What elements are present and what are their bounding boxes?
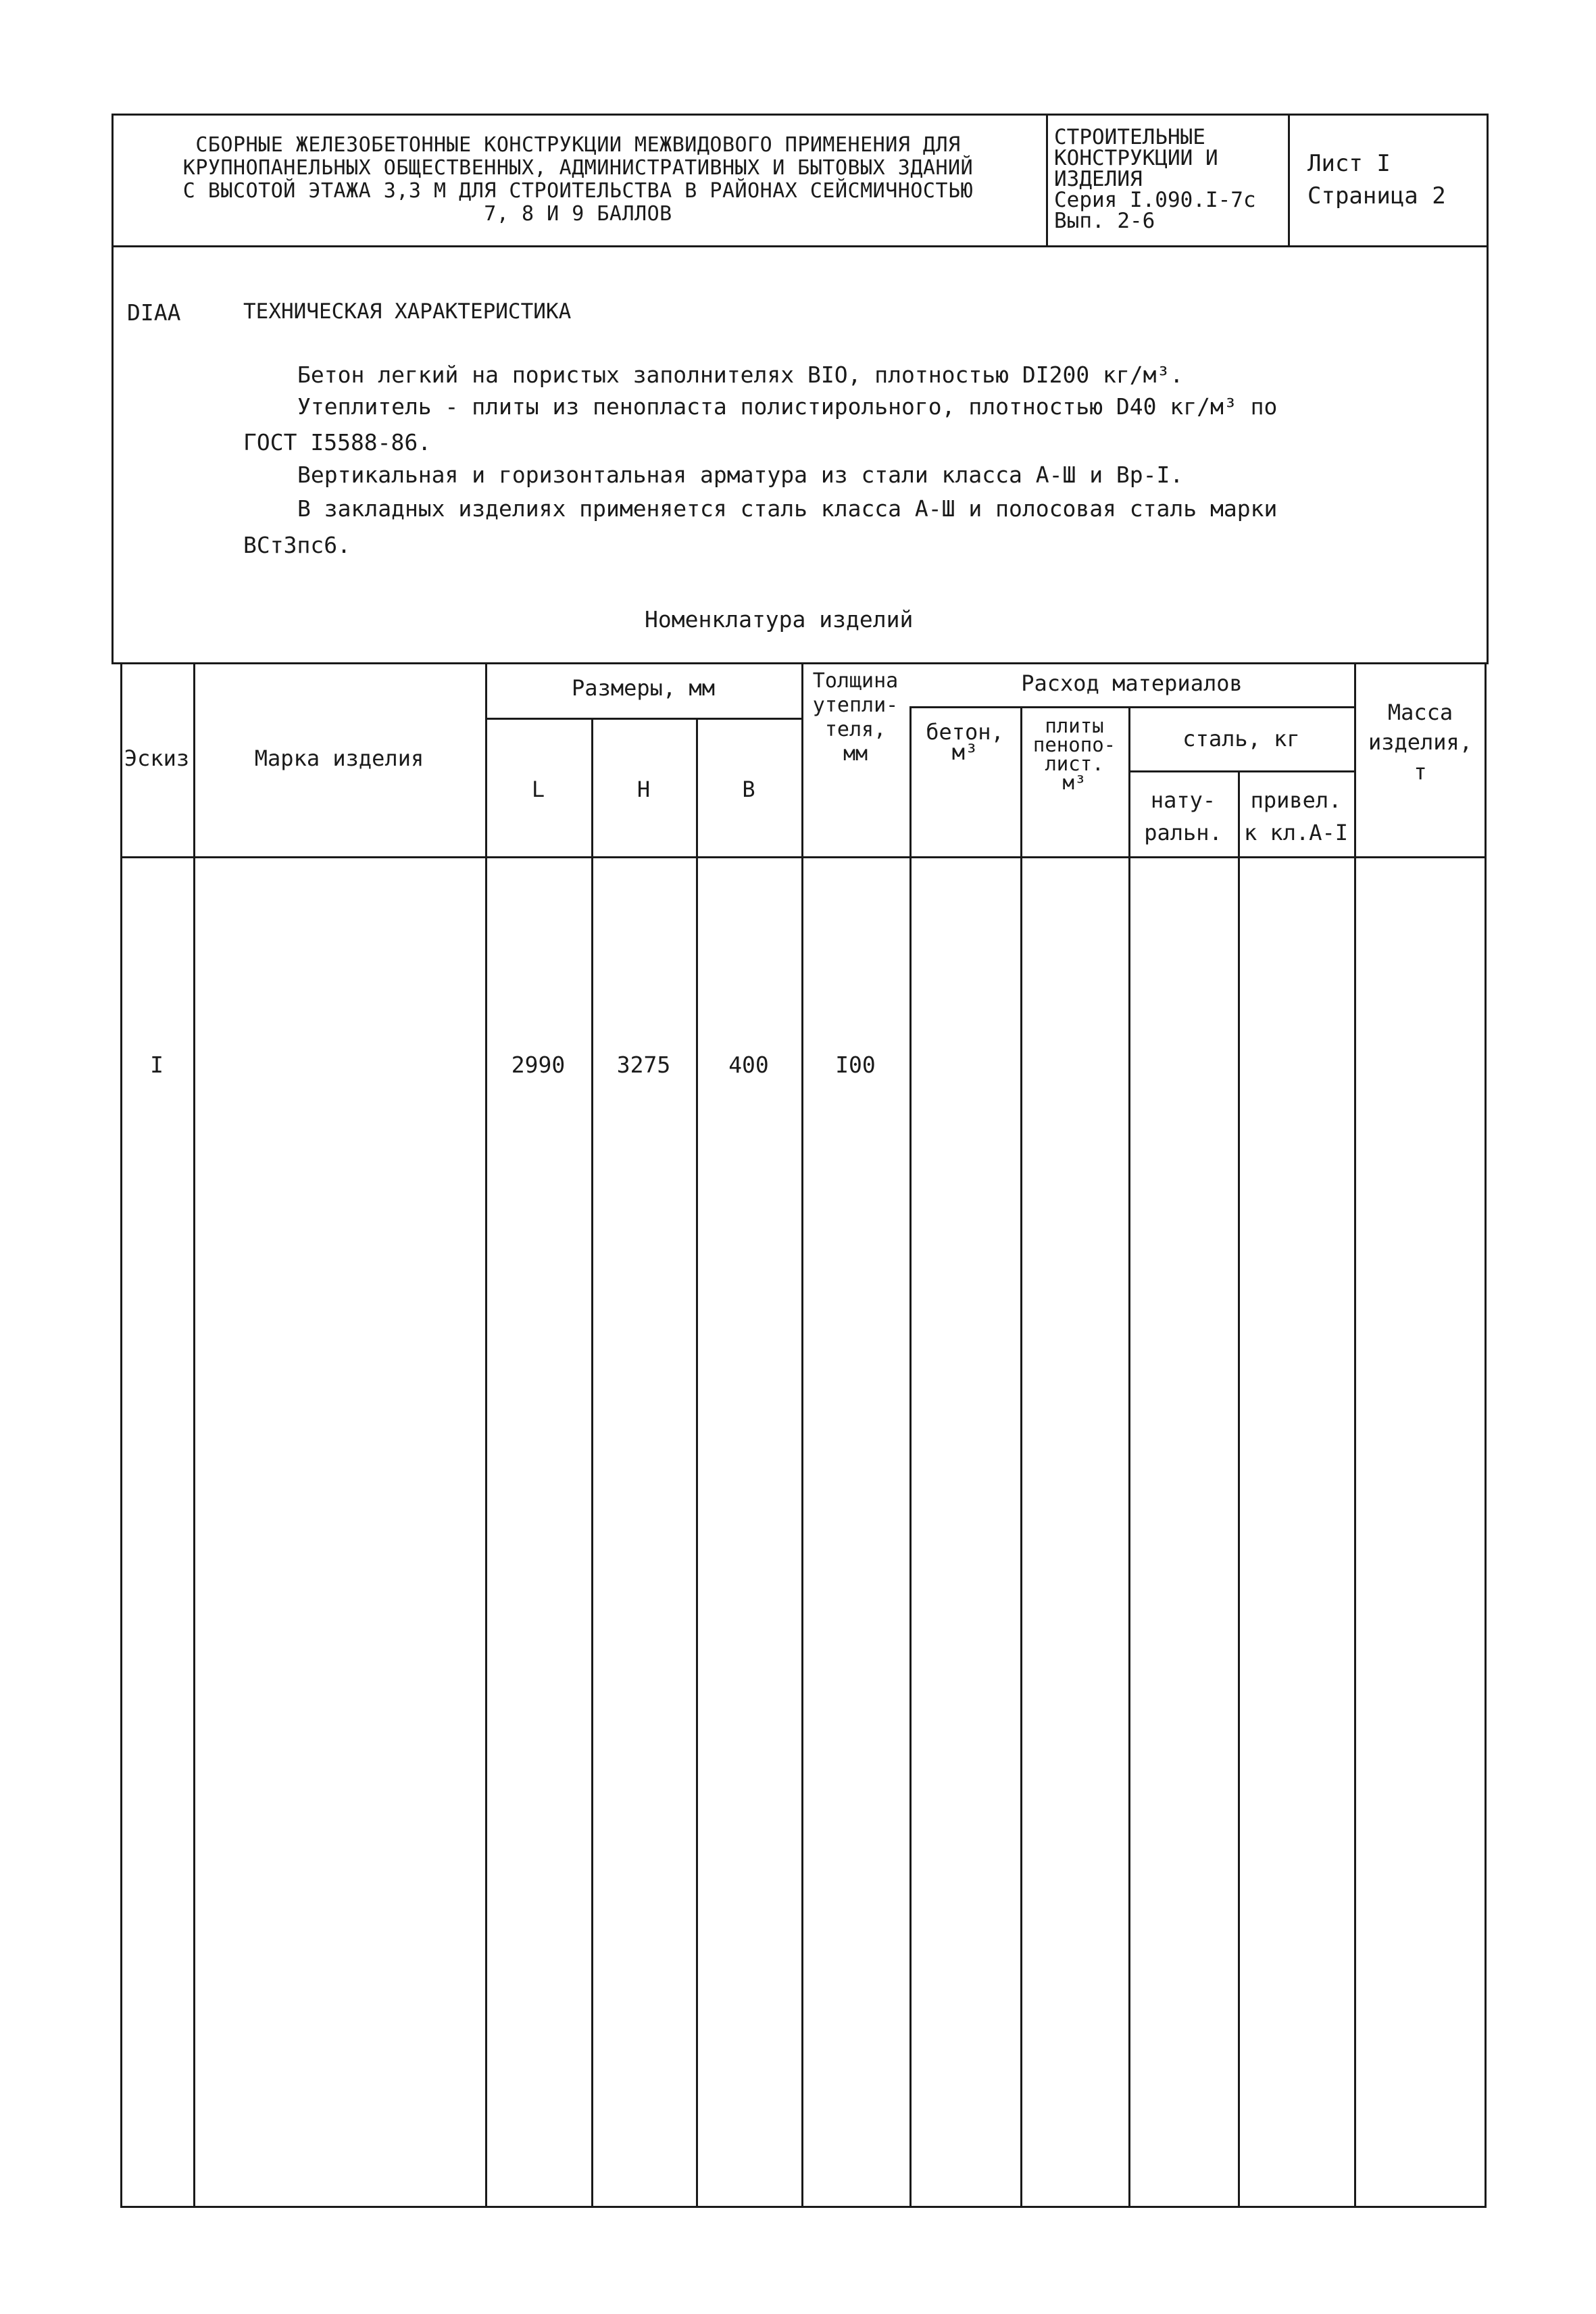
paragraph: Вертикальная и горизонтальная арматура из стали класса А-Ш и Вр-I. <box>297 462 1184 488</box>
size-B: 400 <box>728 1051 769 1078</box>
col-header-steel: сталь, кг <box>1182 726 1300 752</box>
grid-line <box>1128 706 1130 2208</box>
insulation-thickness: I00 <box>835 1051 876 1078</box>
col-header-B: B <box>742 777 755 802</box>
col-header-sizes: Размеры, мм <box>572 675 715 701</box>
paragraph: Утеплитель - плиты из пенопласта полистирольного, плотностью D40 кг/м³ по <box>297 393 1278 420</box>
table-caption: Номенклатура изделий <box>645 606 914 633</box>
sketch-number: I <box>150 1051 164 1078</box>
size-L: 2990 <box>511 1051 566 1078</box>
paragraph: В закладных изделиях применяется сталь класса А-Ш и полосовая сталь марки <box>297 495 1278 522</box>
size-H: 3275 <box>616 1051 671 1078</box>
col-header-foam: плиты пенопо- лист. м³ <box>1032 714 1116 794</box>
document-title: СБОРНЫЕ ЖЕЛЕЗОБЕТОННЫЕ КОНСТРУКЦИИ МЕЖВИДОВОГО ПРИМЕНЕНИЯ ДЛЯ КРУПНОПАНЕЛЬНЫХ ОБЩЕСТВЕННЫХ, АДМИНИСТРАТИВНЫХ И БЫТОВЫХ ЗДАНИЙ С ВЫСОТОЙ ЭТАЖА 3,3 М ДЛЯ СТРОИТЕЛЬСТВА В РАЙОНАХ СЕЙСМИЧНОСТЬЮ 7, 8 И 9 БАЛЛОВ <box>182 133 974 226</box>
series-info: СТРОИТЕЛЬНЫЕ КОНСТРУКЦИИ И ИЗДЕЛИЯ Серия I.090.I-7с Вып. 2-6 <box>1054 125 1256 233</box>
col-header-mark: Марка изделия <box>254 745 424 771</box>
col-header-steel-reduced: привел. к кл.А-I <box>1243 787 1349 845</box>
grid-line <box>193 662 195 2208</box>
col-header-H: H <box>637 777 651 802</box>
grid-line <box>1238 770 1240 2208</box>
grid-line <box>485 662 487 2208</box>
sheet-info <box>1307 147 1446 212</box>
title-block-divider <box>1288 114 1290 247</box>
grid-line <box>909 706 1354 708</box>
page-number: Страница 2 <box>1307 182 1446 210</box>
paragraph: ВСт3пс6. <box>243 532 351 558</box>
section-code: DIAA <box>127 299 181 326</box>
nomenclature-table <box>120 662 1487 2208</box>
col-header-consumption: Расход материалов <box>1021 670 1243 696</box>
col-header-sketch: Эскиз <box>124 745 190 771</box>
section-title: ТЕХНИЧЕСКАЯ ХАРАКТЕРИСТИКА <box>243 299 572 324</box>
grid-line <box>696 718 698 2208</box>
title-block-divider <box>1046 114 1048 247</box>
grid-line <box>485 718 801 720</box>
paragraph: ГОСТ I5588-86. <box>243 429 432 456</box>
col-header-L: L <box>531 777 545 802</box>
col-header-concrete: бетон, м³ <box>926 719 1004 765</box>
grid-line <box>1128 770 1354 772</box>
grid-line <box>801 662 803 2208</box>
col-header-insulation: Толщина утепли- теля, мм <box>812 669 899 766</box>
grid-line <box>120 856 1487 858</box>
col-header-mass: Масса изделия, т <box>1368 699 1473 785</box>
grid-line <box>591 718 593 2208</box>
grid-line <box>1020 706 1022 2208</box>
col-header-steel-natural: нату- ральн. <box>1144 787 1222 845</box>
grid-line <box>1354 662 1356 2208</box>
sheet-number: Лист I <box>1307 150 1391 177</box>
paragraph: Бетон легкий на пористых заполнителях BIO, плотностью DI200 кг/м³. <box>297 362 1184 388</box>
grid-line <box>909 706 912 2208</box>
